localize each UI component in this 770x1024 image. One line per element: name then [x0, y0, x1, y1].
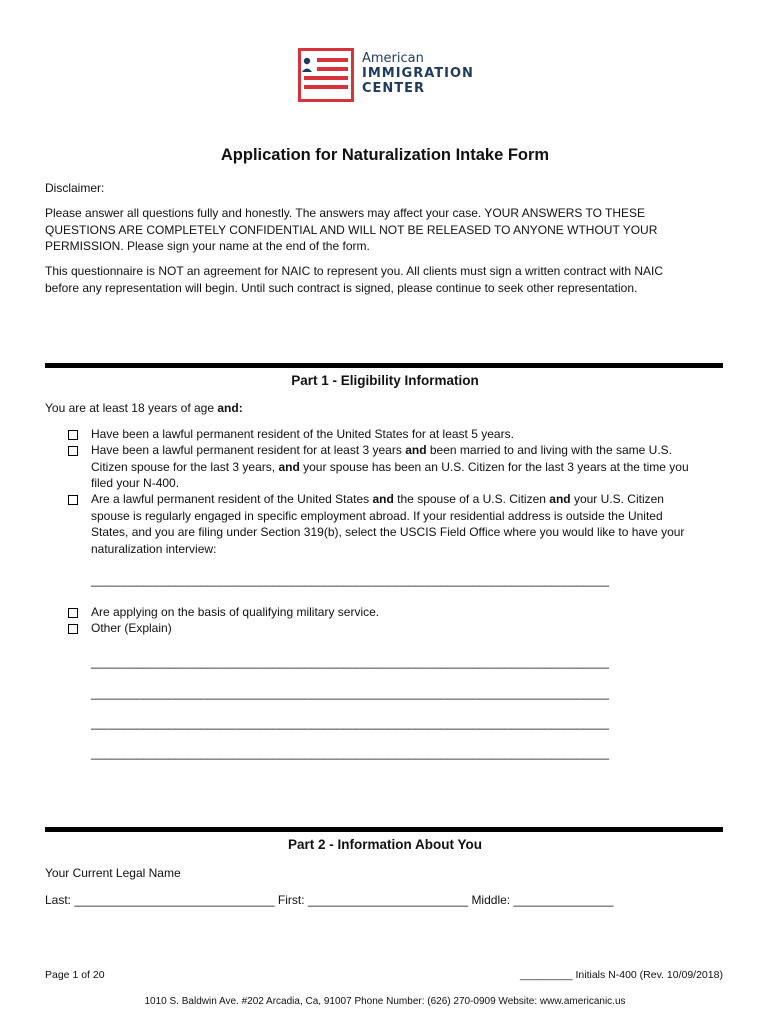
text: your spouse has been an U.S. Citizen for the last 3 years at the time you	[299, 459, 689, 474]
bold-and: and	[405, 443, 427, 457]
checkbox[interactable]	[68, 624, 78, 634]
option-label: Have been a lawful permanent resident of the United States for at least 5 years.	[91, 427, 514, 441]
bold-and: and	[278, 459, 300, 474]
text: been married to and living with the same U.S.	[426, 443, 672, 457]
text: Have been a lawful permanent resident for at least 3 years	[91, 443, 406, 457]
explain-blank-3[interactable]: ________________________________________________________________________________	[91, 716, 609, 730]
text: States, and you are filing under Section 319(b), select the USCIS Field Office where you would like to have your	[91, 525, 685, 539]
text-line: This questionnaire is NOT an agreement for NAIC to represent you. All clients must sign a written contract with NAIC	[45, 264, 664, 278]
section-divider	[45, 827, 723, 832]
initials-line: _________ Initials N-400 (Rev. 10/09/2018)	[520, 969, 723, 981]
text-line: QUESTIONS ARE COMPLETELY CONFIDENTIAL AND WILL NOT BE RELEASED TO ANYONE WTHOUT YOUR	[45, 222, 658, 237]
logo-line-1: American	[362, 51, 424, 66]
flag-icon	[298, 48, 354, 102]
last-name-field[interactable]: Last: ______________________________	[45, 893, 275, 907]
logo-text	[362, 51, 474, 96]
option-label	[91, 442, 721, 492]
page-number: Page 1 of 20	[45, 969, 105, 981]
middle-name-field[interactable]: Middle: _______________	[471, 893, 614, 907]
explain-blank-2[interactable]: ________________________________________________________________________________	[91, 686, 609, 700]
checkbox[interactable]	[68, 446, 78, 456]
legal-name-label: Your Current Legal Name	[45, 866, 181, 880]
text: your U.S. Citizen	[570, 492, 664, 506]
text-line: PERMISSION. Please sign your name at the end of the form.	[45, 239, 370, 253]
part2-heading: Part 2 - Information About You	[288, 837, 482, 852]
checkbox[interactable]	[68, 430, 78, 440]
disclaimer-label: Disclaimer:	[45, 181, 105, 195]
option-label: Are applying on the basis of qualifying military service.	[91, 605, 380, 619]
logo-line-3: CENTER	[362, 81, 426, 96]
option-label: Other (Explain)	[91, 621, 172, 635]
page-title: Application for Naturalization Intake Form	[220, 146, 550, 164]
disclaimer-paragraph-1	[45, 205, 725, 255]
section-divider	[45, 363, 723, 368]
intro-bold: and:	[217, 401, 243, 415]
text: the spouse of a U.S. Citizen	[393, 492, 550, 506]
company-logo	[298, 48, 478, 104]
logo-line-2: IMMIGRATION	[362, 66, 474, 81]
text: Are a lawful permanent resident of the United States	[91, 492, 373, 506]
name-fields	[45, 892, 725, 909]
bold-and: and	[549, 492, 571, 506]
bold-and: and	[372, 492, 394, 506]
text-line: Please answer all questions fully and honestly. The answers may affect your case. YOUR ANSWERS TO THESE	[45, 206, 646, 220]
checkbox[interactable]	[68, 608, 78, 618]
first-name-field[interactable]: First: ________________________	[277, 893, 469, 907]
field-office-blank[interactable]: ________________________________________________________________________________	[91, 573, 609, 587]
part1-intro	[45, 400, 725, 417]
text: filed your N-400.	[91, 476, 180, 490]
checkbox[interactable]	[68, 495, 78, 505]
explain-blank-4[interactable]: ________________________________________________________________________________	[91, 746, 609, 760]
footer-address: 1010 S. Baldwin Ave. #202 Arcadia, Ca, 91007 Phone Number: (626) 270-0909 Website: www.americanic.us	[144, 996, 626, 1007]
intro-text: You are at least 18 years of age	[45, 401, 215, 415]
option-label	[91, 491, 721, 557]
text-line: before any representation will begin. Until such contract is signed, please continue to seek other representation.	[45, 280, 638, 295]
text: spouse is regularly engaged in specific employment abroad. If your residential address is outside the United	[91, 508, 663, 523]
explain-blank-1[interactable]: ________________________________________________________________________________	[91, 655, 609, 669]
text: Citizen spouse for the last 3 years,	[91, 459, 279, 474]
part1-heading: Part 1 - Eligibility Information	[291, 373, 479, 388]
disclaimer-paragraph-2	[45, 263, 725, 296]
text: naturalization interview:	[91, 541, 217, 556]
